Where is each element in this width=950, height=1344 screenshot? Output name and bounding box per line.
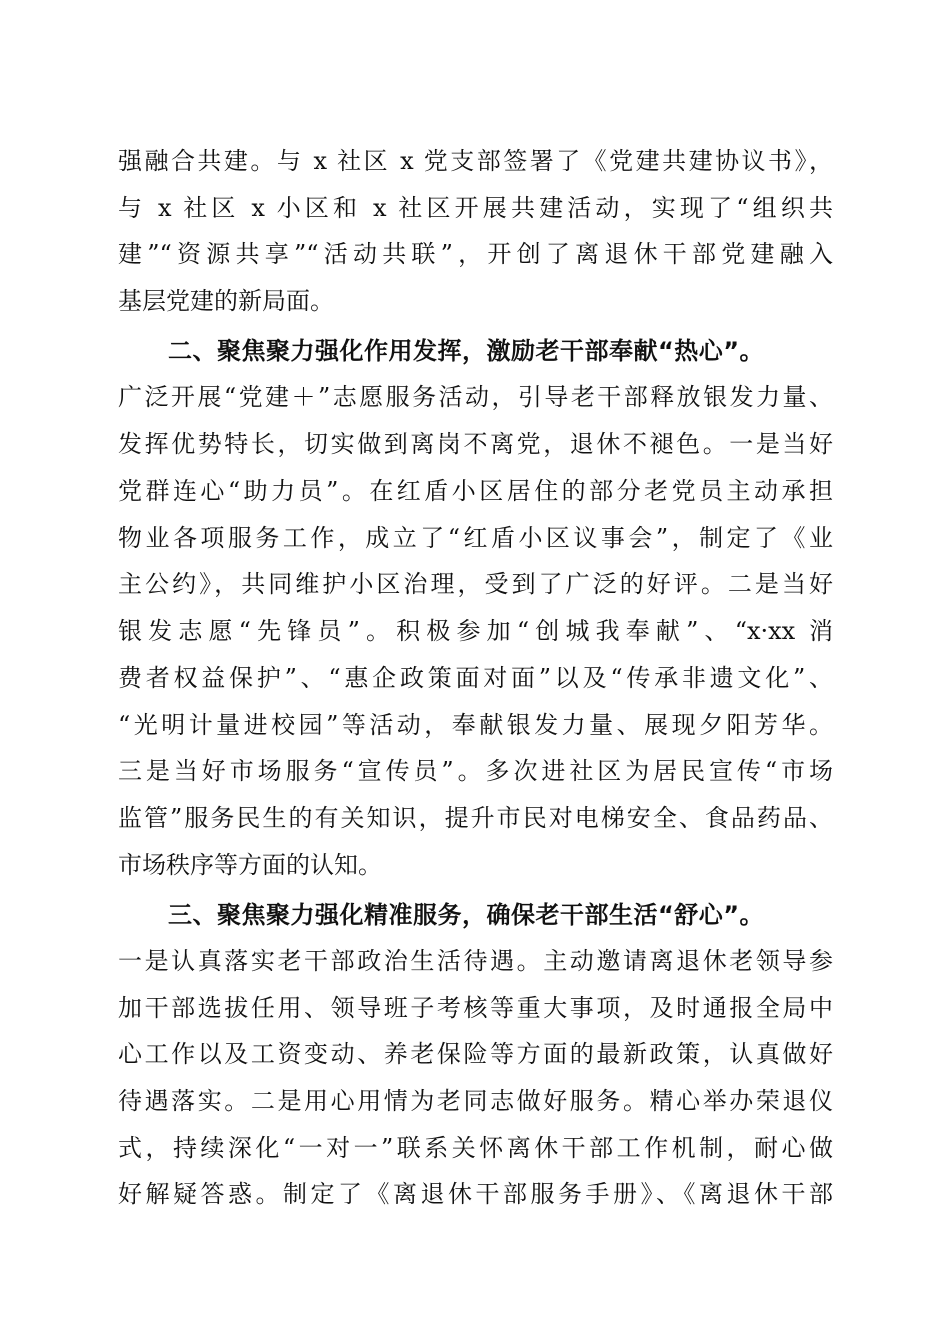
section-heading-2: 二、聚焦聚力强化作用发挥，激励老干部奉献“热心”。 [168,337,765,365]
text-line: 党群连心“助力员”。在红盾小区居住的部分老党员主动承担 [118,477,833,505]
text-line: 主公约》，共同维护小区治理，受到了广泛的好评。二是当好 [118,570,833,598]
text-line: 市场秩序等方面的认知。 [118,851,382,879]
text-line: 监管”服务民生的有关知识，提升市民对电梯安全、食品药品、 [118,804,833,832]
text-line: 基层党建的新局面。 [118,287,334,315]
text-line: 建”“资源共享”“活动共联”，开创了离退休干部党建融入 [118,240,833,268]
text-line: 费者权益保护”、“惠企政策面对面”以及“传承非遗文化”、 [118,664,833,692]
text-line: 三是当好市场服务“宣传员”。多次进社区为居民宣传“市场 [118,757,833,785]
text-line: 待遇落实。二是用心用情为老同志做好服务。精心举办荣退仪 [118,1087,833,1115]
section-heading-3: 三、聚焦聚力强化精准服务，确保老干部生活“舒心”。 [168,901,765,929]
text-line: 一是认真落实老干部政治生活待遇。主动邀请离退休老领导参 [118,947,833,975]
text-line: 银发志愿“先锋员”。积极参加“创城我奉献”、“x·xx 消 [118,617,833,645]
text-line: 广泛开展“党建＋”志愿服务活动，引导老干部释放银发力量、 [118,383,833,411]
text-line: 加干部选拔任用、领导班子考核等重大事项，及时通报全局中 [118,994,833,1022]
text-line: 式，持续深化“一对一”联系关怀离休干部工作机制，耐心做 [118,1134,833,1162]
text-line: 心工作以及工资变动、养老保险等方面的最新政策，认真做好 [118,1040,833,1068]
text-line: 与 x 社区 x 小区和 x 社区开展共建活动，实现了“组织共 [118,194,833,222]
text-line: 好解疑答惑。制定了《离退休干部服务手册》、《离退休干部 [118,1180,833,1208]
text-line: 物业各项服务工作，成立了“红盾小区议事会”，制定了《业 [118,524,833,552]
text-line: “光明计量进校园”等活动，奉献银发力量、展现夕阳芳华。 [118,711,833,739]
text-line: 强融合共建。与 x 社区 x 党支部签署了《党建共建协议书》， [118,147,833,175]
text-line: 发挥优势特长，切实做到离岗不离党，退休不褪色。一是当好 [118,430,833,458]
